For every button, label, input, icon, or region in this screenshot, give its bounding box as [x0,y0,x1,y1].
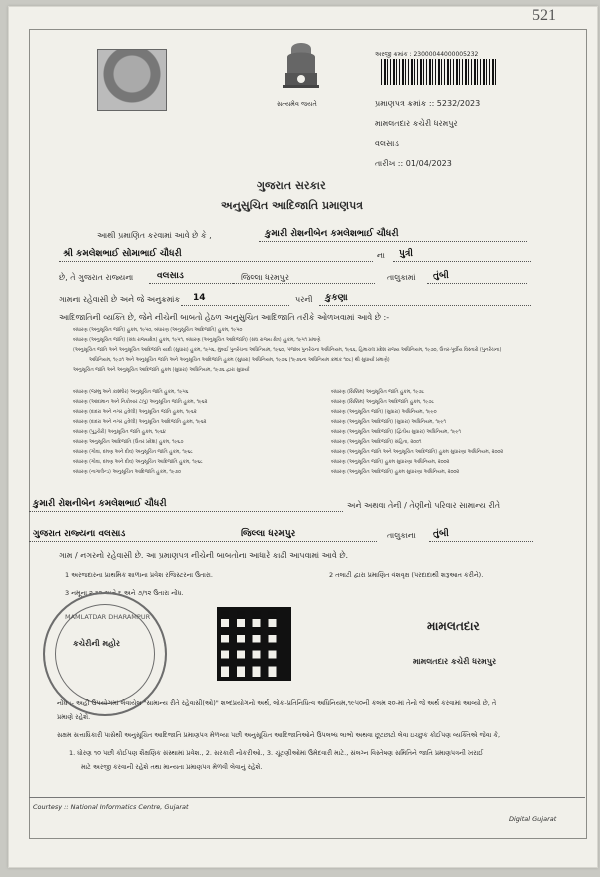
order-list-right: બંધારણ (અનુસૂચિત જાતિ) હુકમ સુધારણા અધિનિયમ, ૨૦૦૨ [331,460,450,465]
order-line: બંધારણ (અનુસૂચિત જાતિ) (સંઘ રાજ્યક્ષેત્ર) હુકમ, ૧૯૫૧, બંધારણ (અનુસૂચિત આદિજાતિ) (સંઘ રાજ્ય ક્ષેત્ર) હુકમ, ૧૯૫૧ પ્રમાણે [73,338,321,343]
district-value: વલસાડ [157,271,184,281]
district-line [149,283,233,284]
order-line: (અનુસૂચિત જાતિ અને અનુસૂચિત આદિજાતિ યાદી (સુધારા) હુકમ, ૧૯૫૬, મુંબઈ પુનર્રચના અધિનિયમ, ૧૯૬૦, પંજાબ પુનર્રચના અધિનિયમ, ૧૯૬૬, હિમાચલ પ્રદેશ રાજ્ય અધિનિયમ, ૧૯૭૦, ઉત્તર-પૂર્વીય વિસ્તારો (પુનર્રચના) [73,348,502,353]
village-line [427,283,527,284]
barcode [381,59,497,85]
second-tail: અને અથવા તેની / તેણીનો પરિવાર સામાન્ય રીતે [347,501,501,510]
order-list-right: બંધારણ (અનુસૂચિત આદિજાતિ) (દ્વિતીય સુધારા) અધિનિયમ, ૧૯૯૧ [331,430,461,435]
page-number: 521 [532,7,556,24]
state-emblem [273,37,329,107]
order-list-left: બંધારણ (આંદામાન અને નિકોબાર ટાપુ) અનુસૂચિત જાતિ હુકમ, ૧૯૬૨ [73,400,208,405]
house-lead: ગામના રહેવાસી છે અને જે અનુક્રમાંક [59,295,181,304]
order-list-right: બંધારણ (સિક્કિમ) અનુસૂચિત આદિજાતિ હુકમ, ૧૯૭૮ [331,400,435,405]
government-title: ગુજરાત સરકાર [257,179,326,192]
order-list-left: બંધારણ (દાદરા અને નગર હવેલી) અનુસૂચિત જાતિ હુકમ, ૧૯૬૨ [73,410,197,415]
district-label-row: જિલ્લા ધરમપુર [241,273,289,282]
application-number: અરજી ક્રમાંક : 23000044000005232 [375,51,479,58]
note-line: પ્રમાણે રહેશે. [57,713,91,721]
tribe-name: કુકણા [325,293,348,303]
qr-code [217,607,291,681]
order-list-left: બંધારણ (ગોવા, દમણ અને દીવ) અનુસૂચિત આદિજાતિ હુકમ, ૧૯૬૮ [73,460,203,465]
note-line: 1. ધોરણ ૧૦ પછી કોઈપણ શૈક્ષણિક સંસ્થામાં પ્રવેશ., 2. સરકારી નોકરીઓ., 3. ચૂંટણીઓમાં ઉમેદવારી માટે., સંલગ્ન વિસ્તેષણ સમિતિને જાતિ પ્રમાણપત્રની ખરાઈ [69,749,484,757]
footer-brand: Digital Gujarat [509,815,557,823]
second-state: ગુજરાત રાજ્યના વલસાડ [33,529,126,539]
tribe-line [319,305,531,306]
applicant-name: કુમારી રોશનીબેન કમલેશભાઈ ચૌધરી [265,229,399,239]
order-list-right: બંધારણ (અનુસૂચિત આદિજાતિ) હુકમ સુધારણા અધિનિયમ, ૨૦૦૨ [331,470,460,475]
note-line: સક્ષમ સત્તાધિકારી પાસેથી અનુસૂચિત આદિજાતિ પ્રમાણપત્ર મેળવ્યા પછી અનુસૂચિત આદિજાતિઓને ઉપલબ્ધ લાભો અથવા છૂટછાટો લેવા ઇચ્છુક કોઈપણ વ્યક્તિએ જેવા કે, [57,731,501,739]
order-line: અનુસૂચિત જાતિ અને અનુસૂચિત આદિજાતિ હુકમ (સુધારા) અધિનિયમ, ૧૯૭૬ દ્વારા સુધાર્યા [73,368,250,373]
lead-1: આથી પ્રમાણિત કરવામાં આવે છે કે , [97,231,212,240]
note-line: નોંધ :- અહીં ઉપયોગમાં લેવાયેલ "સામાન્ય રીતે રહેવાસી(ઓ)" શબ્દપ્રયોગનો અર્થ, લોક-પ્રતિનિધિત્વ અધિનિયમ,૧૯૫૦ની કલમ ૨૦-માં તેનો જે અર્થ કરવામાં આવ્યો છે, તે [57,699,497,707]
second-village-line [429,541,533,542]
name-line-1 [259,241,527,242]
note-line: માટે અરજી કરવાની રહેશે તથા માન્યતા પ્રમાણપત્ર મેળવી લેવાનું રહેશે. [81,763,263,771]
certificate-title: અનુસુચિત આદિજાતિ પ્રમાણપત્ર [221,199,364,212]
house-pre: પરની [295,295,313,304]
second-close: ગામ / નગરનો રહેવાસી છે. આ પ્રમાણપત્ર નીચેની બાબતોના આધારે કાઢી આપવામાં આવે છે. [59,551,349,560]
order-line: અધિનિયમ, ૧૯૭૧ અને અનુસૂચિત જાતિ અને અનુસૂચિત આદિજાતિ હુકમ (સુધારા) અધિનિયમ, ૧૯૭૬ (૧૯૭૬ના અધિનિયમ ક્રમાંક ૧૦૮) થી સુધાર્યા પ્રમાણે) [89,358,390,363]
second-village: તુંબી [433,529,449,539]
order-list-left: બંધારણ (પુડુચેરી) અનુસૂચિત જાતિ હુકમ, ૧૯૬૪ [73,430,166,435]
second-state-line [29,541,377,542]
order-list-right: બંધારણ (અનુસૂચિત જાતિ) (સુધારા) અધિનિયમ, ૧૯૯૦ [331,410,437,415]
footer-credit: Courtesy :: National Informatics Centre, Gujarat [33,803,189,811]
order-list-right: બંધારણ (સિક્કિમ) અનુસૂચિત જાતિ હુકમ, ૧૯૭૮ [331,390,425,395]
seal-ring-text: MAMLATDAR DHARAMPUR [65,613,151,621]
office-seal [43,592,167,716]
office-name: મામલતદાર કચેરી ધરમપુર [375,119,458,128]
order-list-left: બંધારણ (ગોવા, દમણ અને દીવ) અનુસૂચિત જાતિ હુકમ, ૧૯૬૮ [73,450,193,455]
order-list-left: બંધારણ અનુસૂચિત આદિજાતિ (ઉત્તર પ્રદેશ) હુકમ, ૧૯૬૭ [73,440,184,445]
taluka-suffix: તાલુકામાં [387,273,416,282]
lead-2: છે, તે ગુજરાત રાજ્યના [59,273,134,282]
order-list-left: બંધારણ (નાગાલેન્ડ) અનુસૂચિત આદિજાતિ હુકમ, ૧૯૭૦ [73,470,181,475]
order-list-left: બંધારણ (દાદરા અને નગર હવેલી) અનુસૂચિત આદિજાતિ હુકમ, ૧૯૬૨ [73,420,207,425]
order-list-right: બંધારણ (અનુસૂચિત આદિજાતિ) સંહિતા, ૨૦૦૧ [331,440,422,445]
basis-1: 1 અરજદારના પ્રાથમિક શાળાના પ્રવેશ રજિસ્ટરના ઉતારા. [65,571,213,579]
certificate-number: પ્રમાણપત્ર ક્રમાંક :: 5232/2023 [375,99,481,108]
village-value: તુંબી [433,271,449,281]
na-label: ના [377,251,385,260]
relation-line [393,261,531,262]
signatory-office: મામલતદાર કચેરી ધરમપુર [413,657,497,666]
order-list-left: બંધારણ (જમ્મુ અને કાશ્મીર) અનુસૂચિત જાતિ હુકમ, ૧૯૫૬ [73,390,189,395]
footer-divider [29,797,585,798]
relation: પુત્રી [399,249,413,259]
basis-2: 2 તલાટી દ્વારા પ્રમાણિત વંશવૃક્ષ (પરદાદાથી શરૂઆત કરીને). [329,571,484,579]
taluka-line [233,283,375,284]
house-number: 14 [193,293,206,303]
father-name: શ્રી કમલેશભાઈ સોમાભાઈ ચૌધરી [63,249,182,259]
order-line: બંધારણ (અનુસૂચિત જાતિ) હુકમ, ૧૯૫૦, બંધારણ (અનુસૂચિત આદિજાતિ) હુકમ, ૧૯૫૦ [73,328,243,333]
order-list-right: બંધારણ (અનુસૂચિત આદિજાતિ) (સુધારા) અધિનિયમ, ૧૯૯૧ [331,420,446,425]
issue-date: તારીખ :: 01/04/2023 [375,159,452,168]
basis-3: 3 નમૂના ૨-૧૨ અને ૬ અને ૭/૧૨ ઉતારા નોંધ. [65,589,184,597]
second-taluka: તાલુકાના [387,531,416,540]
notified-text: આદિજાતિની વ્યક્તિ છે, જેને નીચેની બાબતો હેઠળ અનુસુચિત આદિજાતિ તરીકે ઓળખવામાં આવે છે :- [59,313,390,322]
order-list-right: બંધારણ (અનુસૂચિત જાતિ અને અનુસૂચિત આદિજાતિ) હુકમ સુધારણા અધિનિયમ, ૨૦૦૨ [331,450,504,455]
second-name-line [29,511,343,512]
second-district: જિલ્લા ધરમપુર [241,529,296,539]
signature: મામલતદાર [427,619,480,633]
applicant-photo [97,49,167,111]
second-applicant-name: કુમારી રોશનીબેન કમલેશભાઈ ચૌધરી [33,499,167,509]
seal-center-text: કચેરીની મહોર [73,639,120,648]
district-name: વલસાડ [375,139,399,148]
house-line [181,305,289,306]
father-line [59,261,373,262]
certificate-paper [8,6,598,868]
emblem-motto: સત્યમેવ જયતે [277,100,317,108]
